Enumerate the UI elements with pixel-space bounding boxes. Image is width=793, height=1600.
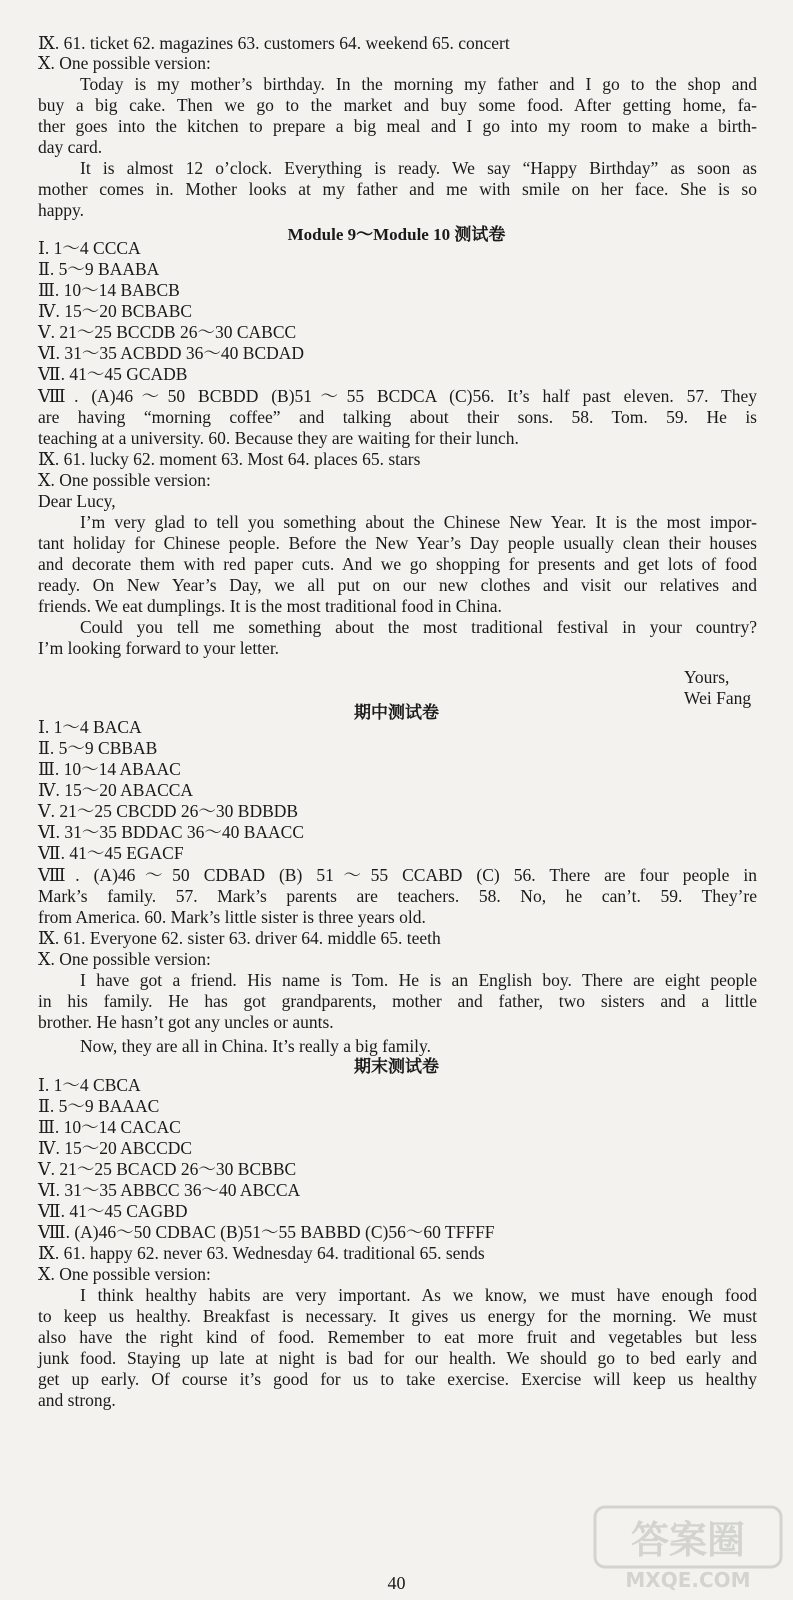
essay-line: ther goes into the kitchen to prepare a big meal and I go into my room to make a birth- xyxy=(38,116,757,136)
essay-line: Now, they are all in China. It’s really a big family. xyxy=(80,1036,432,1056)
answer-line: Ⅹ. One possible version: xyxy=(38,470,211,490)
answer-line: Ⅰ. 1～4 CCCA xyxy=(38,238,141,258)
essay-line: junk food. Staying up late at night is bad for our health. We should go to bed early and xyxy=(38,1348,757,1368)
essay-line: buy a big cake. Then we go to the market and buy some food. After getting home, fa- xyxy=(38,95,757,115)
answer-line: Ⅷ. (A)46～50 CDBAD (B) 51～55 CCABD (C) 56. There are four people in xyxy=(38,865,757,885)
answer-line: Ⅷ. (A)46～50 CDBAC (B)51～55 BABBD (C)56～60 TFFFF xyxy=(38,1222,495,1242)
answer-line: from America. 60. Mark’s little sister is three years old. xyxy=(38,907,426,927)
essay-line: I think healthy habits are very important. As we know, we must have enough food xyxy=(80,1285,757,1305)
essay-line: get up early. Of course it’s good for us to take exercise. Exercise will keep us healthy xyxy=(38,1369,757,1389)
essay-line: friends. We eat dumplings. It is the most traditional food in China. xyxy=(38,596,502,616)
essay-line: day card. xyxy=(38,137,103,157)
essay-line: to keep us healthy. Breakfast is necessary. It gives us energy for the morning. We must xyxy=(38,1306,757,1326)
essay-line: in his family. He has got grandparents, mother and father, two sisters and a little xyxy=(38,991,757,1011)
essay-line: I’m very glad to tell you something about the Chinese New Year. It is the most impor- xyxy=(80,512,757,532)
answer-line: Ⅸ. 61. Everyone 62. sister 63. driver 64. middle 65. teeth xyxy=(38,928,441,948)
answer-line: Ⅰ. 1～4 BACA xyxy=(38,717,142,737)
answer-line: Ⅹ. One possible version: xyxy=(38,949,211,969)
essay-line: I’m looking forward to your letter. xyxy=(38,638,280,658)
answer-line: Ⅸ. 61. ticket 62. magazines 63. customers 64. weekend 65. concert xyxy=(38,33,510,53)
answer-line: Ⅱ. 5～9 BAABA xyxy=(38,259,160,279)
answer-line: Ⅴ. 21～25 CBCDD 26～30 BDBDB xyxy=(38,801,299,821)
answer-line: Ⅷ. (A)46～50 BCBDD (B)51～55 BCDCA (C)56. It’s half past eleven. 57. They xyxy=(38,386,757,406)
answer-line: Ⅲ. 10～14 ABAAC xyxy=(38,759,181,779)
answer-line: Ⅳ. 15～20 ABACCA xyxy=(38,780,194,800)
answer-line: are having “morning coffee” and talking about their sons. 58. Tom. 59. He is xyxy=(38,407,757,427)
answer-line: Ⅴ. 21～25 BCCDB 26～30 CABCC xyxy=(38,322,297,342)
essay-line: Could you tell me something about the most traditional festival in your country? xyxy=(80,617,757,637)
essay-line: It is almost 12 o’clock. Everything is ready. We say “Happy Birthday” as soon as xyxy=(80,158,757,178)
section-heading: Module 9～Module 10 测试卷 xyxy=(287,225,506,244)
answer-line: Ⅴ. 21～25 BCACD 26～30 BCBBC xyxy=(38,1159,297,1179)
answer-line: Ⅶ. 41～45 EGACF xyxy=(38,843,184,863)
answer-line: Ⅶ. 41～45 CAGBD xyxy=(38,1201,188,1221)
letter-closing: Yours, xyxy=(684,667,730,687)
answer-line: Ⅱ. 5～9 CBBAB xyxy=(38,738,158,758)
essay-line: brother. He hasn’t got any uncles or aunts. xyxy=(38,1012,334,1032)
answer-line: Ⅱ. 5～9 BAAAC xyxy=(38,1096,160,1116)
answer-line: Ⅹ. One possible version: xyxy=(38,53,211,73)
answer-line: teaching at a university. 60. Because they are waiting for their lunch. xyxy=(38,428,519,448)
answer-line: Ⅲ. 10～14 BABCB xyxy=(38,280,180,300)
essay-line: also have the right kind of food. Remember to eat more fruit and vegetables but less xyxy=(38,1327,757,1347)
answer-line: Ⅳ. 15～20 ABCCDC xyxy=(38,1138,193,1158)
answer-line: Ⅸ. 61. lucky 62. moment 63. Most 64. places 65. stars xyxy=(38,449,421,469)
essay-line: mother comes in. Mother looks at my father and me with smile on her face. She is so xyxy=(38,179,757,199)
section-heading: 期末测试卷 xyxy=(354,1057,439,1076)
essay-line: tant holiday for Chinese people. Before the New Year’s Day people usually clean their houses xyxy=(38,533,757,553)
essay-line: Today is my mother’s birthday. In the morning my father and I go to the shop and xyxy=(80,74,757,94)
page-number: 40 xyxy=(387,1573,406,1593)
answer-line: Ⅰ. 1～4 CBCA xyxy=(38,1075,141,1095)
essay-line: and decorate them with red paper cuts. And we go shopping for presents and get lots of food xyxy=(38,554,757,574)
letter-signature: Wei Fang xyxy=(684,688,752,708)
answer-line: Ⅵ. 31～35 ACBDD 36～40 BCDAD xyxy=(38,343,305,363)
answer-line: Ⅳ. 15～20 BCBABC xyxy=(38,301,193,321)
answer-line: Ⅵ. 31～35 BDDAC 36～40 BAACC xyxy=(38,822,305,842)
essay-line: happy. xyxy=(38,200,85,220)
answer-line: Ⅵ. 31～35 ABBCC 36～40 ABCCA xyxy=(38,1180,301,1200)
answer-line: Mark’s family. 57. Mark’s parents are teachers. 58. No, he can’t. 59. They’re xyxy=(38,886,757,906)
section-heading: 期中测试卷 xyxy=(354,703,439,722)
essay-line: and strong. xyxy=(38,1390,116,1410)
answer-line: Ⅹ. One possible version: xyxy=(38,1264,211,1284)
watermark-url: MXQE.COM xyxy=(625,1568,751,1592)
answer-line: Ⅲ. 10～14 CACAC xyxy=(38,1117,181,1137)
answer-line: Ⅶ. 41～45 GCADB xyxy=(38,364,188,384)
essay-line: ready. On New Year’s Day, we all put on our new clothes and visit our relatives and xyxy=(38,575,757,595)
letter-greeting: Dear Lucy, xyxy=(38,491,116,511)
essay-line: I have got a friend. His name is Tom. He is an English boy. There are eight people xyxy=(80,970,757,990)
answer-line: Ⅸ. 61. happy 62. never 63. Wednesday 64. traditional 65. sends xyxy=(38,1243,485,1263)
watermark-logo-text: 答案圈 xyxy=(630,1518,746,1562)
